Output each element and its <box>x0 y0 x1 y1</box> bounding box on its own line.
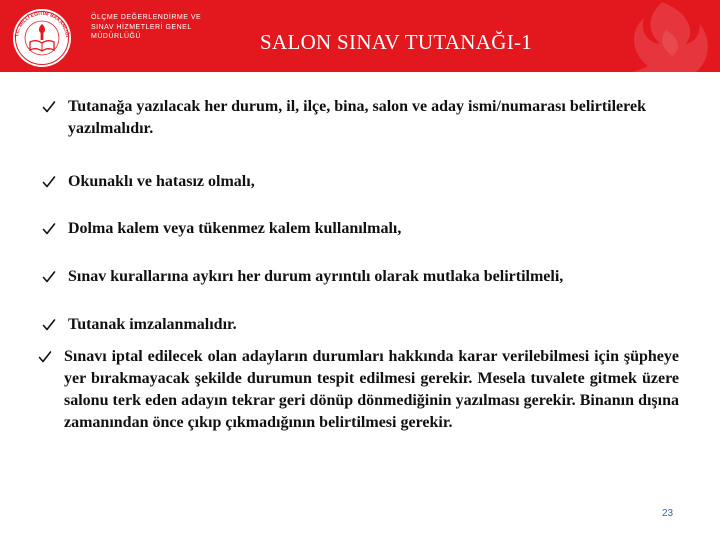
check-icon <box>42 222 56 236</box>
list-item: Tutanağa yazılacak her durum, il, ilçe, bina, salon ve aday ismi/numarası belirtilerek yazılmalıdır. <box>68 98 646 137</box>
organization-name <box>91 13 201 42</box>
check-icon <box>42 270 56 284</box>
org-line-3: MÜDÜRLÜĞÜ <box>91 33 141 40</box>
check-icon <box>38 350 52 364</box>
header-banner <box>0 0 720 72</box>
org-line-2: SINAV HİZMETLERİ GENEL <box>91 23 192 31</box>
org-line-1: ÖLÇME DEĞERLENDİRME VE <box>91 14 202 21</box>
check-icon <box>42 100 56 114</box>
logo-lettering: T.C. MİLLÎ EĞİTİM BAKANLIĞI <box>14 10 70 38</box>
list-item: Sınavı iptal edilecek olan adayların durumları hakkında karar verilebilmesi için şüpheye yer bırakmayacak şekilde durumun tespit edilmesi gerekir. Mesela tuvalete gitmek üzere salonu terk eden adayın tekrar geri dönüp dönmediğinin yazılması gerekir. Binanın dışına zamanından önce çıkıp çıkmadığının belirtilmesi gerekir. <box>64 348 679 431</box>
page-number: 23 <box>662 508 674 519</box>
flame-watermark-icon <box>600 0 720 72</box>
check-icon <box>42 175 56 189</box>
ministry-logo <box>8 6 76 68</box>
list-item: Okunaklı ve hatasız olmalı, <box>68 173 255 190</box>
check-icon <box>42 318 56 332</box>
list-item: Dolma kalem veya tükenmez kalem kullanılmalı, <box>68 220 402 237</box>
list-item: Sınav kurallarına aykırı her durum ayrıntılı olarak mutlaka belirtilmeli, <box>68 268 564 285</box>
list-item: Tutanak imzalanmalıdır. <box>68 316 237 333</box>
page-title: SALON SINAV TUTANAĞI-1 <box>260 30 533 54</box>
